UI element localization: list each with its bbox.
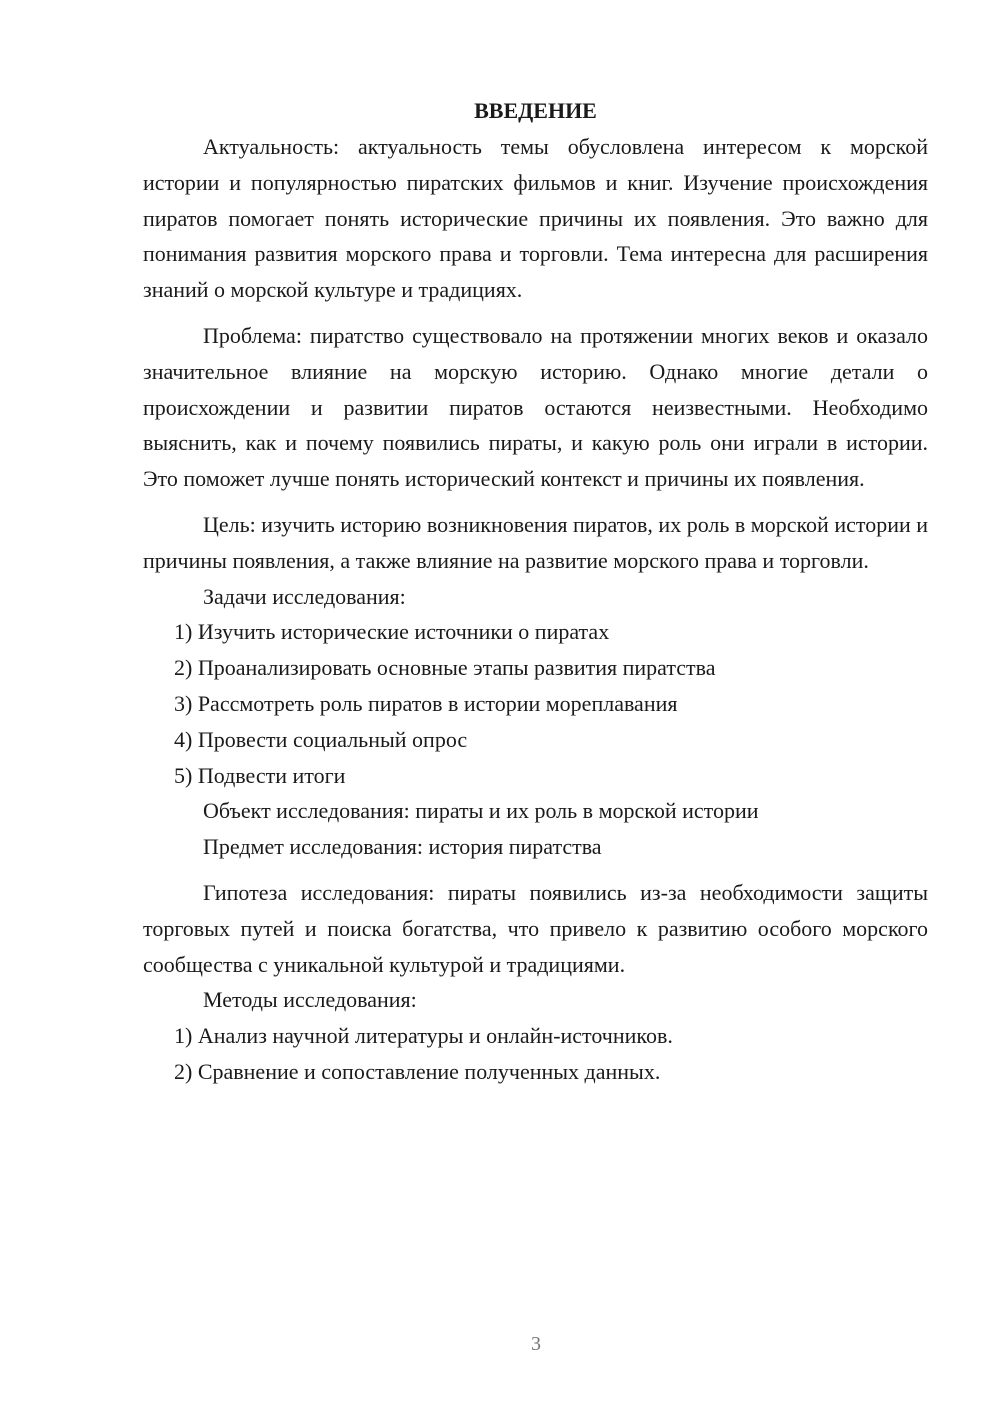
task-item: 5) Подвести итоги [174,762,346,788]
relevance-paragraph: Актуальность: актуальность темы обусловлена интересом к морской истории и популярностью пиратских фильмов и книг. Изучение происхождения пиратов помогает понять исторические причины их появления. Это важно для понимания развития морского права и торговли. Тема интересна для расширения знаний о морской культуре и традициях. [143,134,928,303]
document-body [143,93,928,1090]
research-subject: Предмет исследования: история пиратства [203,834,602,860]
task-item: 4) Провести социальный опрос [174,726,468,752]
research-object: Объект исследования: пираты и их роль в морской истории [203,798,759,824]
task-item: 1) Изучить исторические источники о пиратах [174,619,610,645]
goal-paragraph: Цель: изучить историю возникновения пиратов, их роль в морской истории и причины появления, а также влияние на развитие морского права и торговли. [143,511,929,573]
hypothesis-paragraph: Гипотеза исследования: пираты появились из-за необходимости защиты торговых путей и поиска богатства, что привело к развитию особого морского сообщества с уникальной культурой и традициями. [143,879,928,977]
page-number [72,1333,1000,1356]
method-item: 2) Сравнение и сопоставление полученных данных. [174,1058,661,1084]
methods-heading: Методы исследования: [203,987,417,1013]
task-item: 3) Рассмотреть роль пиратов в истории мореплавания [174,690,678,716]
page-title: ВВЕДЕНИЕ [474,98,597,123]
task-item: 2) Проанализировать основные этапы развития пиратства [174,655,716,681]
method-item: 1) Анализ научной литературы и онлайн-источников. [174,1023,673,1049]
page-number-label: 3 [531,1333,541,1355]
tasks-heading: Задачи исследования: [203,583,406,609]
problem-paragraph: Проблема: пиратство существовало на протяжении многих веков и оказало значительное влияние на морскую историю. Однако многие детали о происхождении и развитии пиратов остаются неизвестными. Необходимо выяснить, как и почему появились пираты, и какую роль они играли в истории. Это поможет лучше понять исторический контекст и причины их появления. [143,322,928,492]
